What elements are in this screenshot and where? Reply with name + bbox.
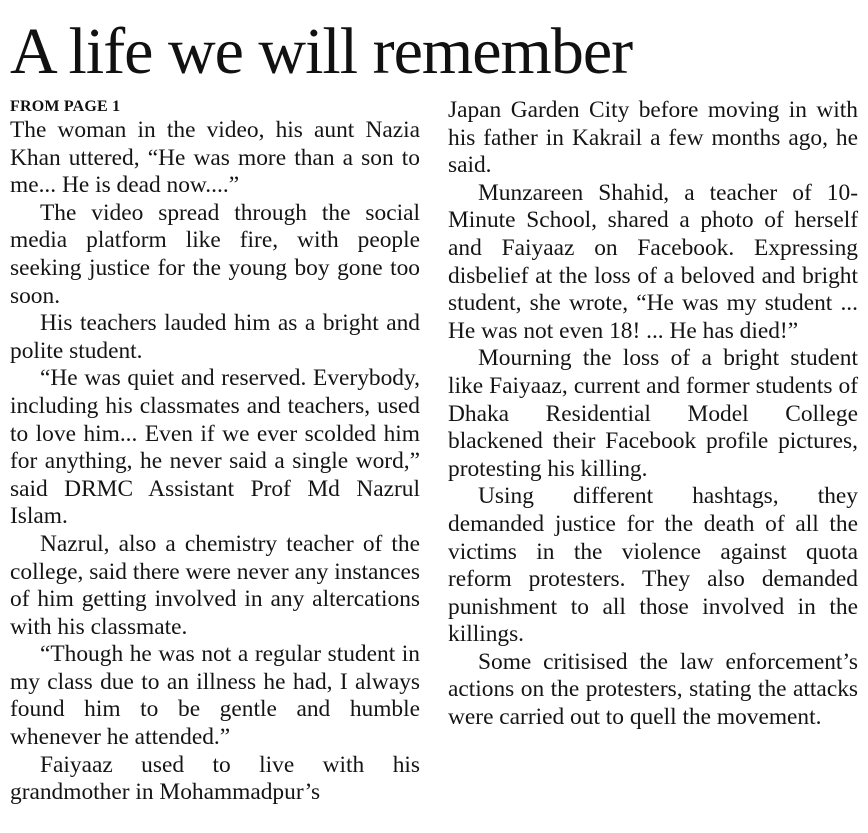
headline: A life we will remember [10, 15, 633, 88]
paragraph: Some critisised the law enforcement’s actions on the protesters, stating the attacks were carried out to quell the movement. [448, 648, 858, 731]
paragraph: The woman in the video, his aunt Nazia Khan uttered, “He was more than a son to me... He is dead now....” [10, 117, 420, 199]
right-column [448, 97, 858, 732]
paragraph: “Though he was not a regular student in my class due to an illness he had, I always found him to be gentle and humble whenever he attended.” [10, 641, 420, 751]
paragraph: Nazrul, also a chemistry teacher of the college, said there were never any instances of him getting involved in any altercations with his classmate. [10, 530, 420, 640]
jump-line: FROM PAGE 1 [10, 98, 121, 115]
paragraph: Munzareen Shahid, a teacher of 10-Minute School, shared a photo of herself and Faiyaaz on Facebook. Expressing disbelief at the loss of a beloved and bright student, she wrote, “He was my student ... He was not even 18! ... He has died!” [448, 179, 858, 344]
paragraph: His teachers lauded him as a bright and polite student. [10, 310, 420, 364]
paragraph: The video spread through the social media platform like fire, with people seeking justice for the young boy gone too soon. [10, 199, 420, 309]
paragraph: Faiyaaz used to live with his grandmother in Mohammadpur’s [10, 751, 420, 806]
paragraph: Using different hashtags, they demanded justice for the death of all the victims in the violence against quota reform protesters. They also demanded punishment to all those involved in the killings. [448, 483, 858, 648]
paragraph: “He was quiet and reserved. Everybody, including his classmates and teachers, used to love him... Even if we ever scolded him for anything, he never said a single word,” said DRMC Assistant Prof Md Nazrul Islam. [10, 365, 420, 530]
paragraph: Japan Garden City before moving in with his father in Kakrail a few months ago, he said. [448, 97, 858, 179]
left-column [10, 96, 420, 807]
paragraph: Mourning the loss of a bright student like Faiyaaz, current and former students of Dhaka Residential Model College blackened their Facebook profile pictures, protesting his killing. [448, 345, 858, 482]
